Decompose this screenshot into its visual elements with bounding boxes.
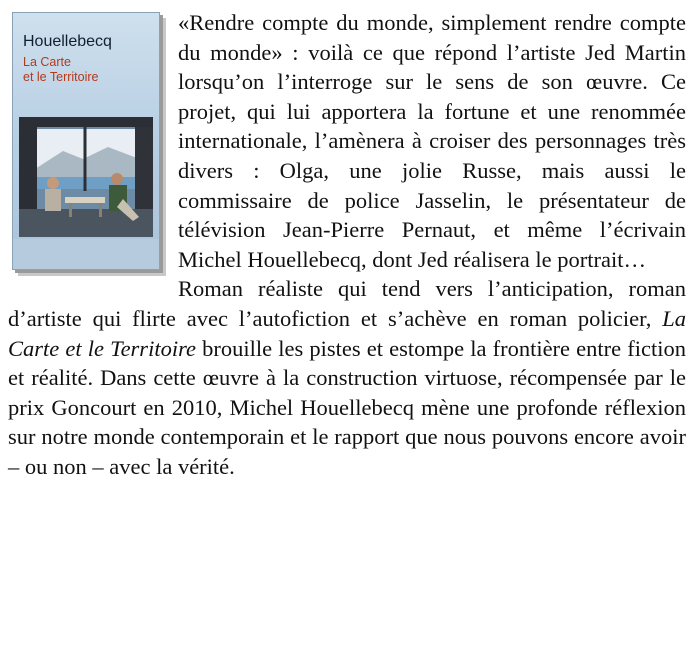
book-description — [8, 8, 686, 663]
paragraph-2-part-2: brouille les pistes et estompe la frontière entre fiction et réalité. Dans cette œuvre à la construction virtuose, récompensée par le prix Goncourt en 2010, Michel Houellebecq mène une profonde réflexion sur notre monde contemporain et le rapport que nous pouvons encore avoir – ou non – avec la vérité. — [8, 335, 686, 479]
description-paragraph-2 — [8, 274, 686, 481]
cover-title-line-2: et le Territoire — [23, 70, 99, 84]
paragraph-2-part-1: Roman réaliste qui tend vers l’anticipation, roman d’artiste qui flirte avec l’autofiction et s’achève en roman policier, — [8, 276, 686, 331]
cover-illustration — [13, 99, 159, 269]
book-title-italic: La Carte et le Territoire — [8, 305, 686, 361]
cover-author: Houellebecq — [23, 33, 112, 50]
description-paragraph-1: «Rendre compte du monde, simplement rendre compte du monde» : voilà ce que répond l’artiste Jed Martin lorsqu’on l’interroge sur le sens de son œuvre. Ce projet, qui lui apportera la fortune et une renommée internationale, l’amènera à croiser des personnages très divers : Olga, une jolie Russe, mais aussi le commissaire de police Jasselin, le présentateur de télévision Jean-Pierre Pernaut, et même l’écrivain Michel Houellebecq, dont Jed réalisera le portrait… — [178, 10, 686, 272]
cover-title — [23, 55, 99, 85]
cover-title-line-1: La Carte — [23, 55, 71, 69]
book-cover-image — [12, 12, 160, 270]
